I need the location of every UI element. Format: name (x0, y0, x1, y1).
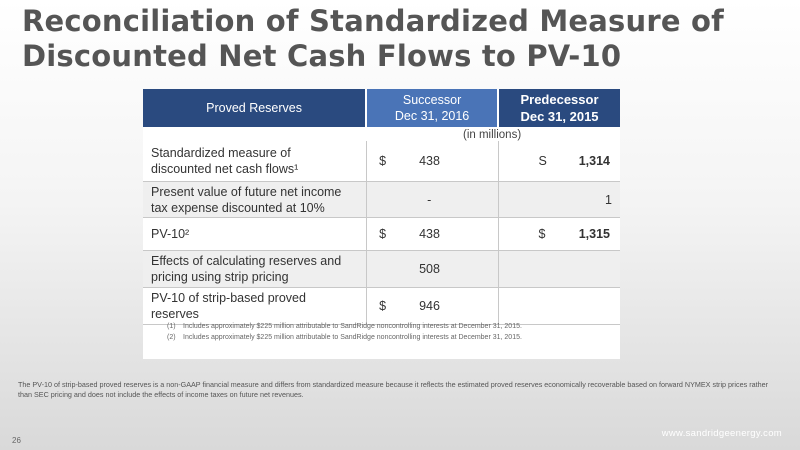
predecessor-cell (498, 251, 620, 287)
predecessor-cell (498, 141, 620, 181)
predecessor-value: 1,314 (578, 154, 610, 168)
header-successor (367, 89, 497, 127)
header-predecessor-line1: Predecessor (520, 92, 599, 107)
row-label: PV-10 of strip-based proved reserves (151, 291, 306, 321)
successor-cell (366, 141, 497, 181)
table-row (143, 251, 620, 288)
predecessor-cell (498, 182, 620, 217)
successor-cell (366, 251, 497, 287)
header-successor-line1: Successor (402, 93, 462, 107)
slide-title-line2: Discounted Net Cash Flows to PV-10 (22, 39, 622, 73)
row-label: Standardized measure of discounted net cash flows¹ (151, 146, 299, 176)
row-label: Effects of calculating reserves and pricing using strip pricing (151, 254, 342, 284)
slide-title (22, 4, 724, 74)
table-header-row (143, 89, 620, 127)
successor-cell (366, 288, 497, 324)
successor-cell (366, 182, 497, 217)
header-predecessor-line2: Dec 31, 2015 (520, 109, 599, 124)
currency-symbol: $ (538, 227, 546, 241)
successor-value: 438 (419, 227, 440, 241)
table-row (143, 182, 620, 218)
successor-value: - (427, 192, 432, 207)
table-row (143, 218, 620, 251)
table-row (143, 288, 620, 325)
currency-symbol: $ (379, 227, 387, 241)
predecessor-value: 1 (605, 192, 612, 207)
predecessor-value: 1,315 (578, 227, 610, 241)
units-label: (in millions) (463, 129, 522, 141)
successor-value: 946 (419, 299, 440, 313)
successor-value: 508 (419, 262, 440, 276)
footnote: (2) Includes approximately $225 million attributable to SandRidge noncontrolling interests at December 31, 2015. (167, 334, 522, 341)
currency-symbol: $ (379, 299, 387, 313)
header-predecessor (499, 89, 620, 127)
header-successor-line2: Dec 31, 2016 (394, 109, 470, 123)
page-number: 26 (12, 436, 21, 445)
row-label: Present value of future net income tax expense discounted at 10% (151, 184, 342, 215)
currency-symbol: $ (379, 154, 387, 168)
table-body (143, 141, 620, 325)
successor-value: 438 (419, 154, 440, 168)
website-url: www.sandridgeenergy.com (661, 428, 782, 439)
slide-title-line1: Reconciliation of Standardized Measure of (22, 4, 724, 38)
bottom-note: The PV-10 of strip-based proved reserves is a non-GAAP financial measure and differs from standardized measure because it reflects the estimated proved reserves economically recoverable based on forward NYMEX strip prices rather than SEC pricing and does not include the effects of income taxes on future net revenues. (18, 380, 768, 399)
predecessor-cell (498, 288, 620, 324)
table-footnotes (167, 321, 607, 343)
reconciliation-table (143, 89, 620, 359)
currency-symbol: S (538, 154, 547, 168)
predecessor-cell (498, 218, 620, 250)
successor-cell (366, 218, 497, 250)
row-label: PV-10² (151, 227, 190, 241)
header-proved-reserves: Proved Reserves (143, 89, 365, 127)
footnote: (1) Includes approximately $225 million attributable to SandRidge noncontrolling interests at December 31, 2015. (167, 323, 522, 330)
table-row (143, 141, 620, 182)
